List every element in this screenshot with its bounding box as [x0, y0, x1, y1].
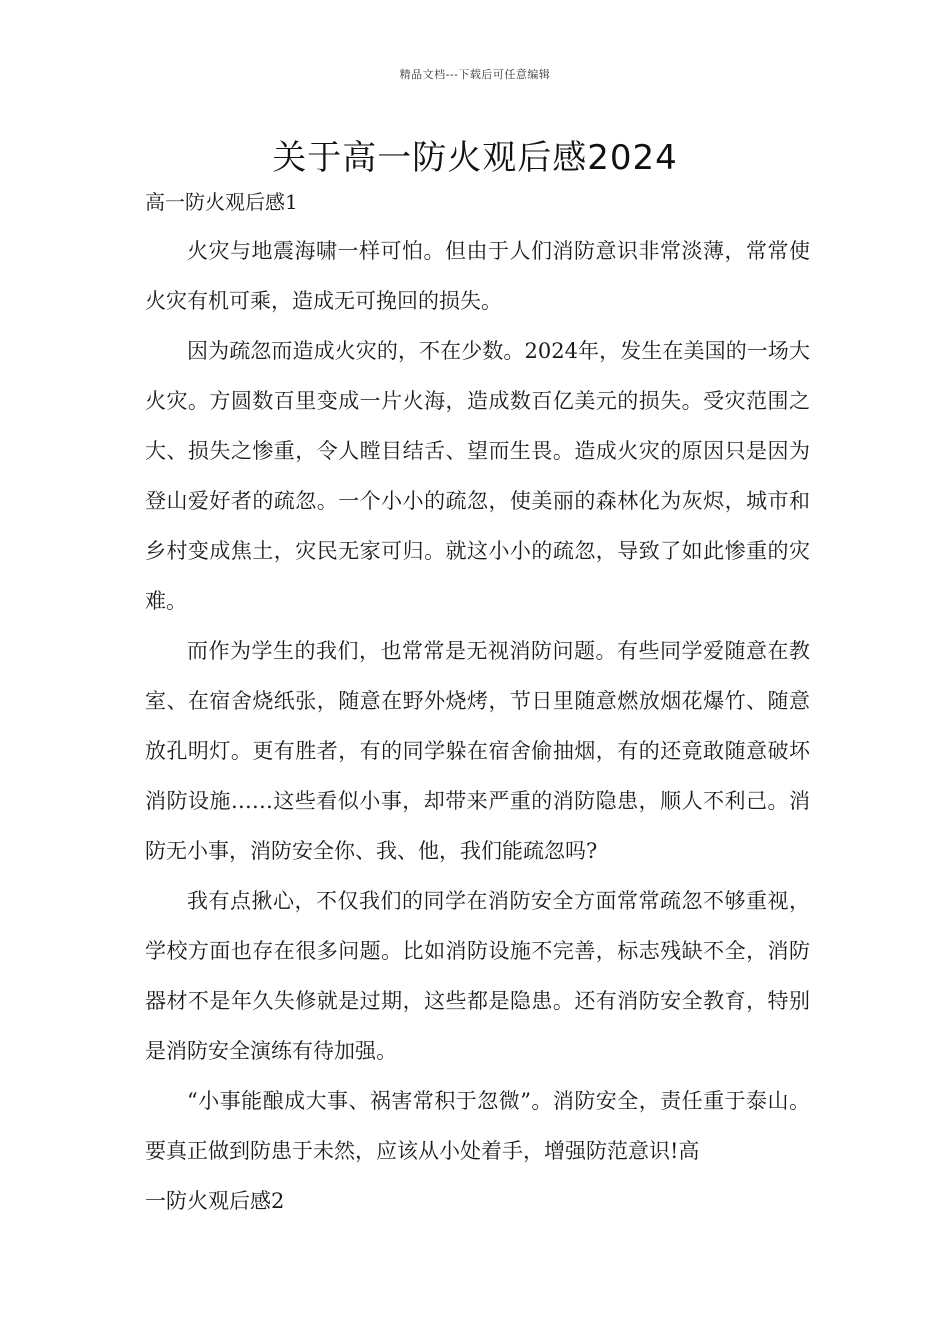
paragraph: 火灾与地震海啸一样可怕。但由于人们消防意识非常淡薄，常常使火灾有机可乘，造成无可挽回的损失。	[145, 239, 810, 313]
next-section-heading: 一防火观后感2	[145, 1189, 285, 1213]
paragraph: 因为疏忽而造成火灾的，不在少数。2024年，发生在美国的一场大火灾。方圆数百里变成一片火海，造成数百亿美元的损失。受灾范围之大、损失之惨重，令人瞠目结舌、望而生畏。造成火灾的原因只是因为登山爱好者的疏忽。一个小小的疏忽，使美丽的森林化为灰烬，城市和乡村变成焦土，灾民无家可归。就这小小的疏忽，导致了如此惨重的灾难。	[145, 339, 810, 613]
document-title: 关于高一防火观后感2024	[272, 138, 678, 178]
paragraph: 我有点揪心，不仅我们的同学在消防安全方面常常疏忽不够重视，学校方面也存在很多问题。比如消防设施不完善，标志残缺不全，消防器材不是年久失修就是过期，这些都是隐患。还有消防安全教育，特别是消防安全演练有待加强。	[145, 889, 810, 1063]
paragraph: “小事能酿成大事、祸害常积于忽微”。消防安全，责任重于泰山。要真正做到防患于未然，应该从小处着手，增强防范意识!高	[145, 1089, 810, 1163]
paragraph: 而作为学生的我们，也常常是无视消防问题。有些同学爱随意在教室、在宿舍烧纸张，随意在野外烧烤，节日里随意燃放烟花爆竹、随意放孔明灯。更有胜者，有的同学躲在宿舍偷抽烟，有的还竟敢随意破坏消防设施……这些看似小事，却带来严重的消防隐患，顺人不利己。消防无小事，消防安全你、我、他，我们能疏忽吗?	[145, 639, 810, 863]
header-note: 精品文档---下载后可任意编辑	[399, 68, 551, 81]
section-heading: 高一防火观后感1	[145, 190, 298, 214]
document-body	[145, 226, 810, 1226]
